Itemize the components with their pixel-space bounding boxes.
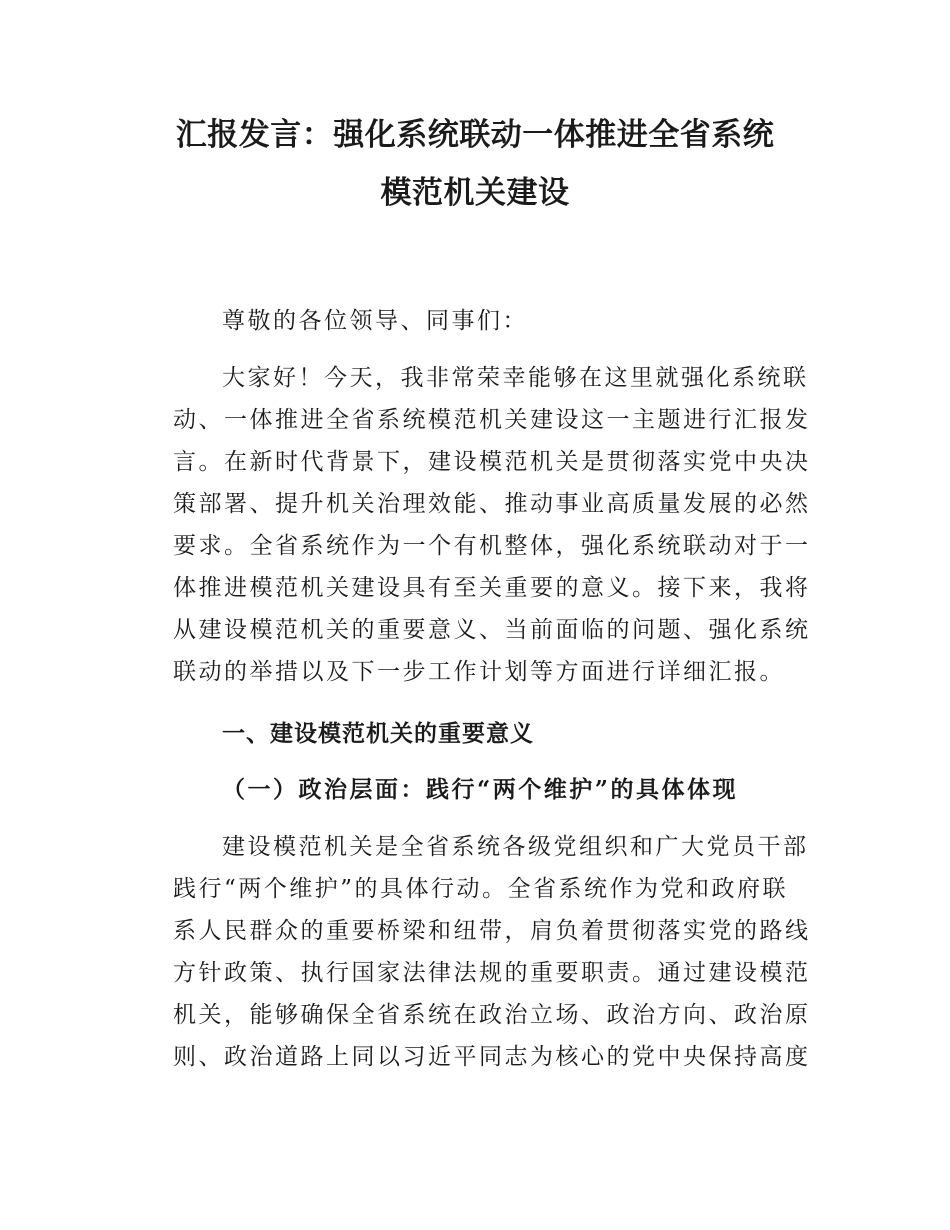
paragraph-line: 则、政治道路上同以习近平同志为核心的党中央保持高度 — [173, 1044, 811, 1070]
paragraph-political — [173, 826, 811, 1078]
paragraph-line: 系人民群众的重要桥梁和纽带，肩负着贯彻落实党的路线 — [173, 918, 811, 944]
subsection-heading-1: （一）政治层面：践行“两个维护”的具体体现 — [222, 776, 738, 803]
paragraph-line: 从建设模范机关的重要意义、当前面临的问题、强化系统 — [173, 617, 811, 643]
paragraph-line: 要求。全省系统作为一个有机整体，强化系统联动对于一 — [173, 533, 811, 559]
paragraph-line: 方针政策、执行国家法律法规的重要职责。通过建设模范 — [173, 960, 811, 986]
paragraph-line: 践行“两个维护”的具体行动。全省系统作为党和政府联 — [173, 876, 789, 902]
document-title-line-1: 汇报发言：强化系统联动一体推进全省系统 — [175, 117, 775, 153]
paragraph-line: 大家好！今天，我非常荣幸能够在这里就强化系统联 — [222, 365, 809, 391]
paragraph-line: 动、一体推进全省系统模范机关建设这一主题进行汇报发 — [173, 407, 811, 433]
salutation: 尊敬的各位领导、同事们： — [222, 308, 528, 334]
paragraph-line: 机关，能够确保全省系统在政治立场、政治方向、政治原 — [173, 1002, 811, 1028]
section-heading-1: 一、建设模范机关的重要意义 — [222, 721, 534, 747]
paragraph-line: 联动的举措以及下一步工作计划等方面进行详细汇报。 — [173, 659, 785, 685]
paragraph-line: 策部署、提升机关治理效能、推动事业高质量发展的必然 — [173, 491, 811, 517]
document-title-line-2: 模范机关建设 — [380, 175, 570, 211]
paragraph-line: 言。在新时代背景下，建设模范机关是贯彻落实党中央决 — [173, 449, 811, 475]
paragraph-line: 体推进模范机关建设具有至关重要的意义。接下来，我将 — [173, 575, 811, 601]
paragraph-line: 建设模范机关是全省系统各级党组织和广大党员干部 — [222, 834, 809, 860]
paragraph-intro — [173, 357, 811, 693]
